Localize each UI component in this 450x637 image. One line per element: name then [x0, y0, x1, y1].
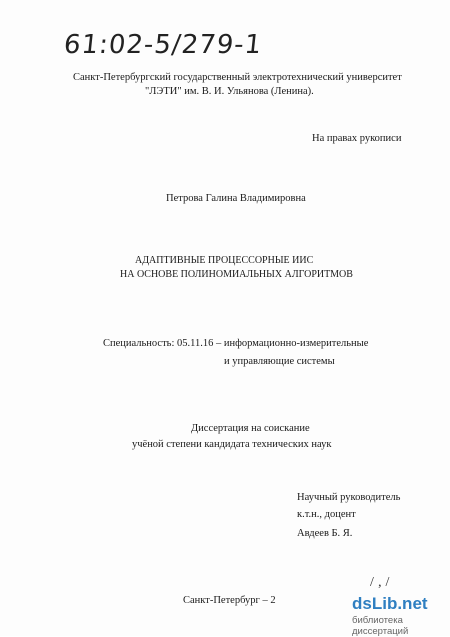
university-name-line1: Санкт-Петербургский государственный электротехнический университет [73, 72, 402, 83]
university-name-line2: "ЛЭТИ" им. В. И. Ульянова (Ленина). [145, 86, 314, 97]
handwritten-archive-code: 61:02-5/279-1 [62, 30, 264, 60]
thesis-title-line2: НА ОСНОВЕ ПОЛИНОМИАЛЬНЫХ АЛГОРИТМОВ [120, 269, 353, 280]
dissertation-degree-line2: учёной степени кандидата технических наук [132, 439, 332, 450]
pen-mark: / ‚ / [370, 575, 390, 590]
thesis-title-line1: АДАПТИВНЫЕ ПРОЦЕССОРНЫЕ ИИС [135, 255, 314, 266]
supervisor-role: Научный руководитель [297, 492, 401, 503]
specialty-line1: Специальность: 05.11.16 – информационно-измерительные [103, 338, 369, 349]
author-name: Петрова Галина Владимировна [166, 193, 306, 204]
supervisor-degree: к.т.н., доцент [297, 509, 356, 520]
city-year: Санкт-Петербург – 2 [183, 595, 276, 606]
watermark-subtitle: библиотека диссертаций [352, 615, 409, 637]
manuscript-rights-note: На правах рукописи [312, 133, 402, 144]
dissertation-degree-line1: Диссертация на соискание [191, 423, 310, 434]
specialty-line2: и управляющие системы [224, 356, 335, 367]
supervisor-name: Авдеев Б. Я. [297, 528, 353, 539]
watermark [352, 594, 450, 637]
watermark-logo: dsLib.net [352, 594, 428, 613]
